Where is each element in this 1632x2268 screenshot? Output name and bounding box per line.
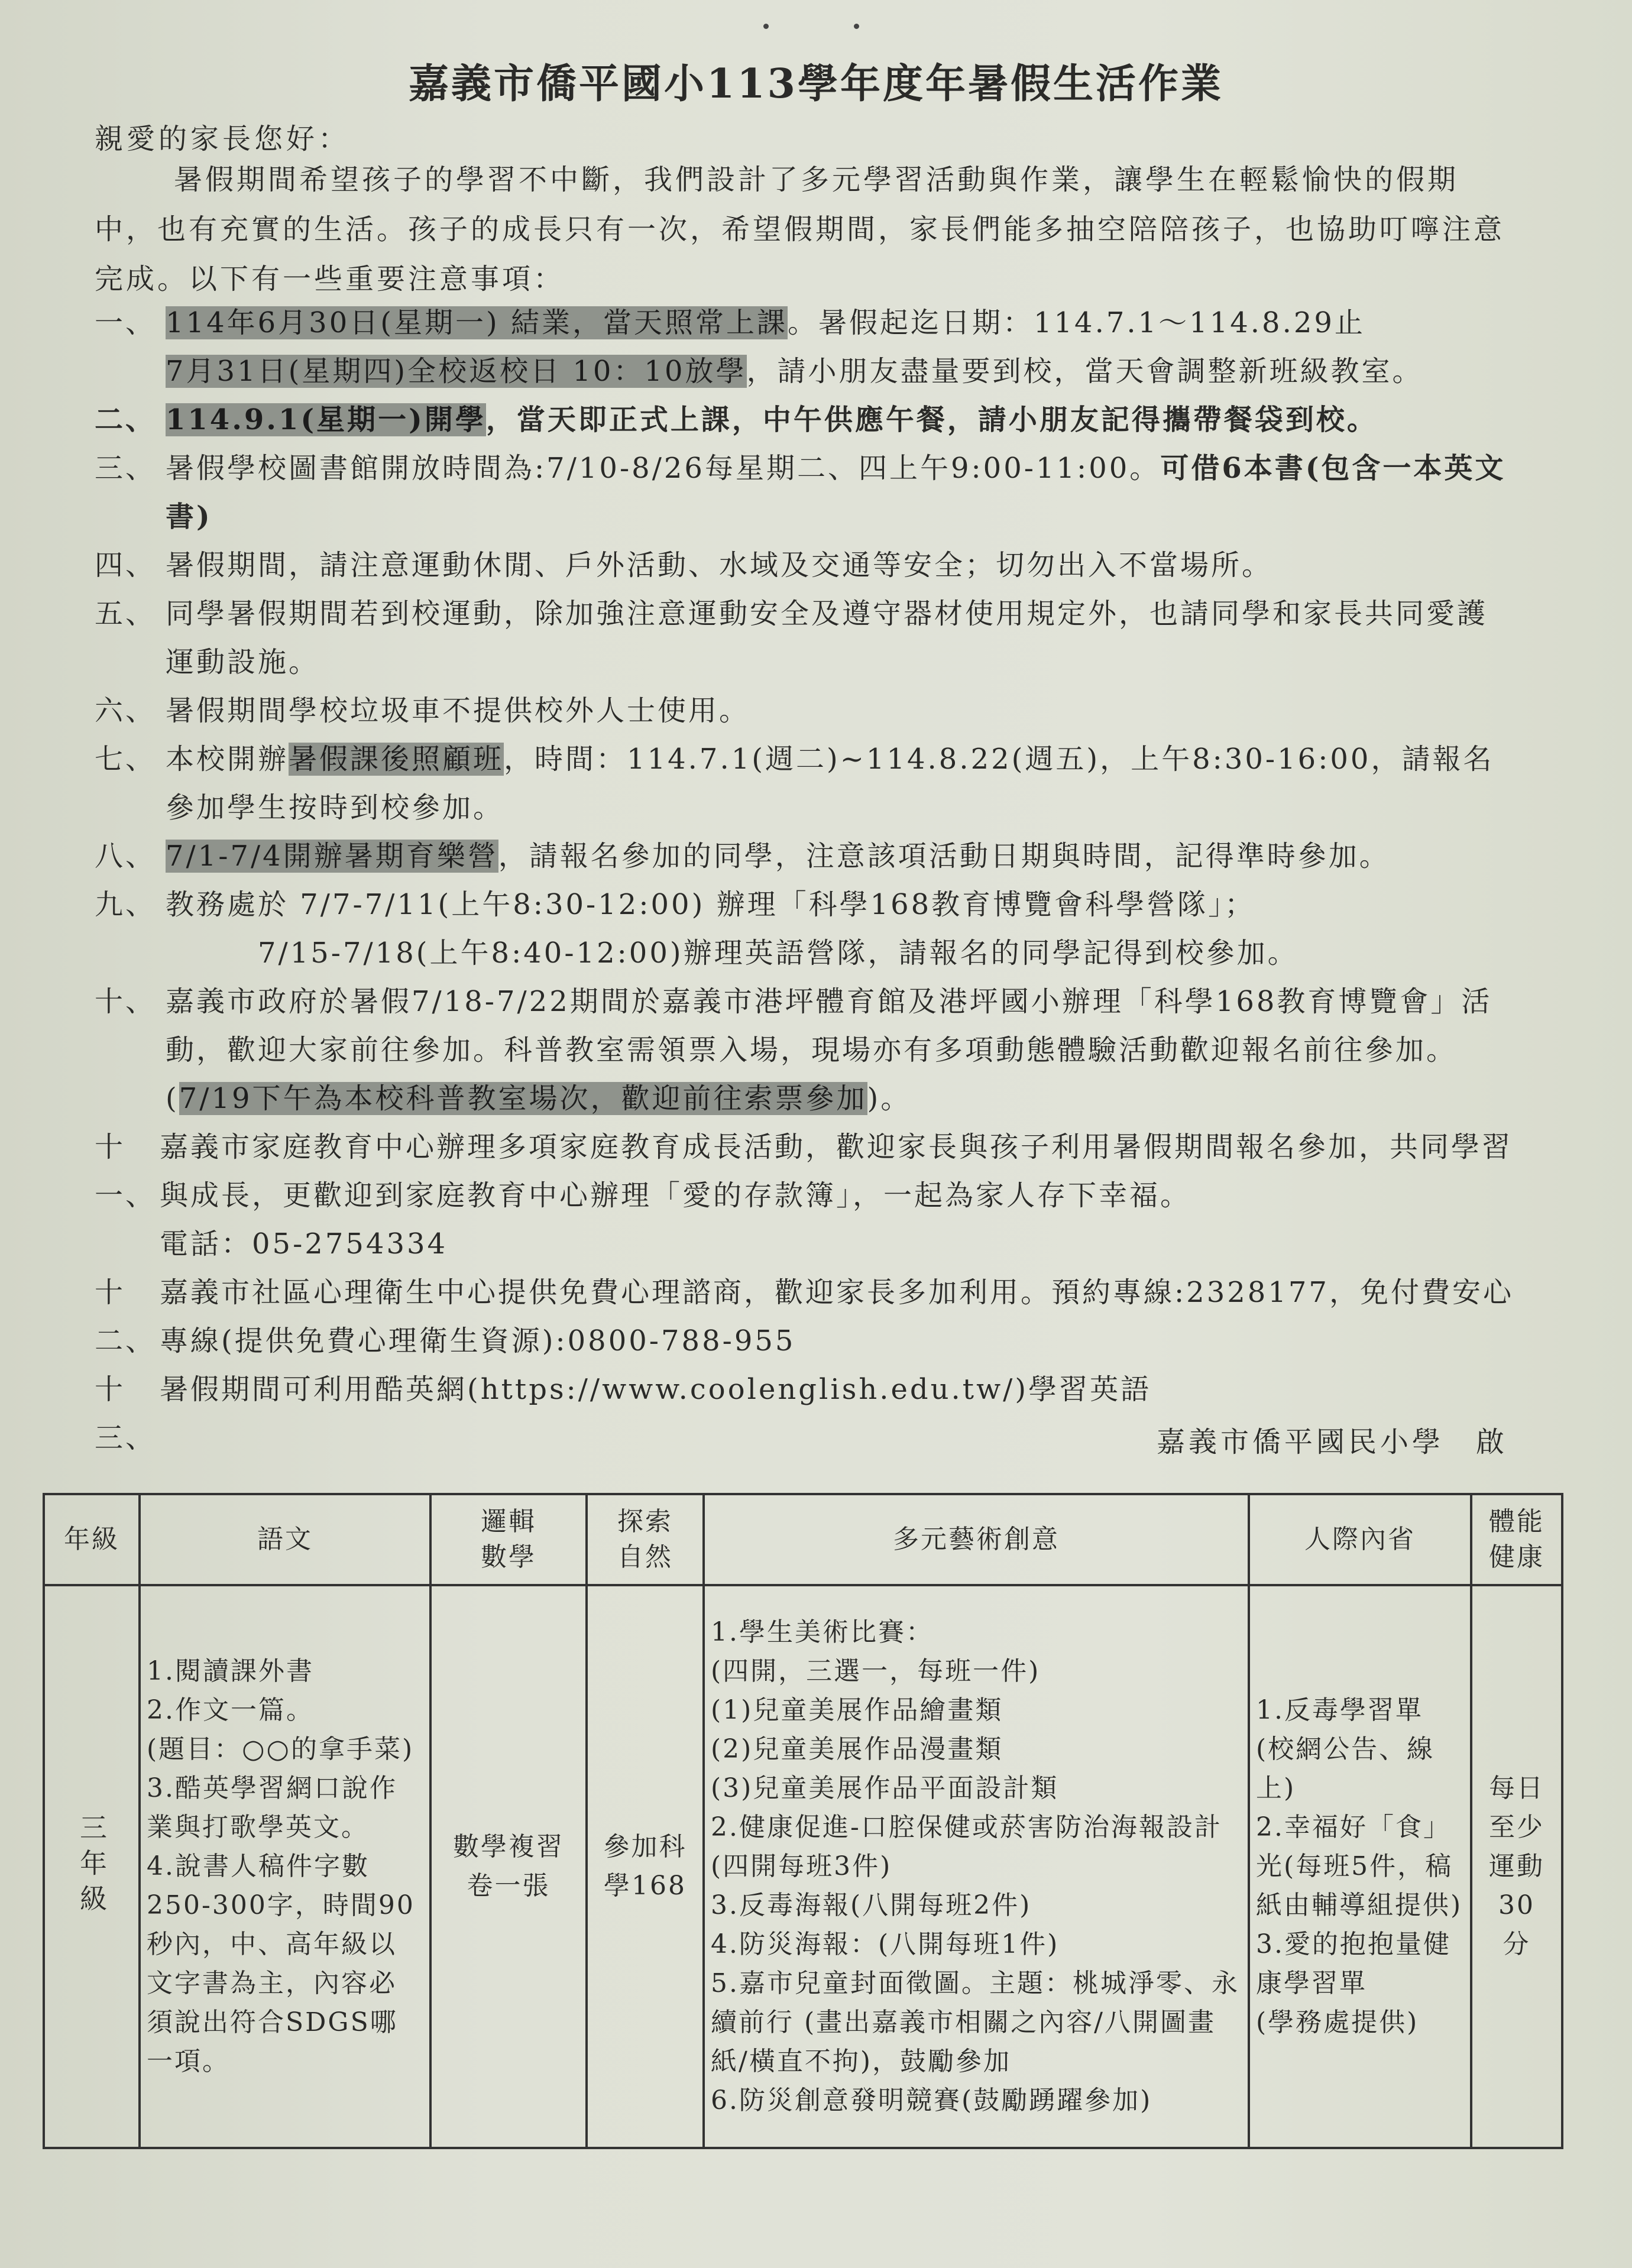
header-math: 邏輯 數學 xyxy=(430,1494,587,1585)
cell-chinese xyxy=(140,1585,430,2148)
notice-text: 嘉義市政府於暑假7/18-7/22期間於嘉義市港坪體育館及港坪國小辦理「科學168教育博覽會」活動，歡迎大家前往參加。科普教室需領票入場，現場亦有多項動態體驗活動歡迎報名前往參加。( xyxy=(166,985,1492,1115)
highlighted-text: 7/19下午為本校科普教室場次，歡迎前往索票參加 xyxy=(179,1082,867,1115)
cell-interpersonal xyxy=(1249,1585,1471,2148)
notice-number: 一、 xyxy=(95,306,157,339)
table-header-row xyxy=(44,1494,1562,1585)
cell-math xyxy=(430,1585,587,2148)
notice-item xyxy=(95,1123,1514,1268)
notice-number: 五、 xyxy=(95,597,157,630)
notice-number: 十三、 xyxy=(95,1373,157,1454)
interpersonal-task: 3.愛的抱抱量健康學習單 xyxy=(1256,1929,1451,1998)
interpersonal-task: 1.反毒學習單 xyxy=(1256,1695,1423,1725)
notice-text: 嘉義市社區心理衛生中心提供免費心理諮商，歡迎家長多加利用。預約專線:2328177，免付費安心專線(提供免費心理衛生資源):0800-788-955 xyxy=(160,1276,1514,1357)
notice-item xyxy=(95,686,1514,735)
arts-task: 1.學生美術比賽： xyxy=(711,1617,934,1647)
notice-number: 七、 xyxy=(95,743,157,776)
intro-text xyxy=(95,155,1514,304)
interpersonal-task: (校網公告、線上) xyxy=(1256,1734,1435,1803)
notice-number: 二、 xyxy=(95,403,157,436)
notice-text: 暑假學校圖書館開放時間為:7/10-8/26每星期二、四上午9:00-11:00。 xyxy=(166,452,1161,485)
notice-text: 暑假期間可利用酷英網(https://www.coolenglish.edu.tw/)學習英語 xyxy=(160,1373,1152,1406)
arts-task: (2)兒童美展作品漫畫類 xyxy=(711,1734,1003,1764)
chinese-task: 1.閱讀課外書 xyxy=(147,1656,314,1686)
cell-arts xyxy=(704,1585,1249,2148)
science-assignment: 參加科學168 xyxy=(603,1832,687,1901)
highlighted-text: 7/1-7/4開辦暑期育樂營 xyxy=(166,840,498,873)
interpersonal-task: 2.幸福好「食」光(每班5件，稿紙由輔導組提供) xyxy=(1256,1812,1463,1920)
notice-text: )。 xyxy=(867,1082,912,1115)
notice-item xyxy=(95,735,1514,832)
arts-task: (1)兒童美展作品繪畫類 xyxy=(711,1695,1003,1725)
notice-text: 電話：05-2754334 xyxy=(160,1227,448,1261)
header-interpersonal: 人際內省 xyxy=(1249,1494,1471,1585)
highlighted-text: 暑假課後照顧班 xyxy=(289,743,504,776)
notice-text: 同學暑假期間若到校運動，除加強注意運動安全及遵守器材使用規定外，也請同學和家長共同愛護運動設施。 xyxy=(166,597,1488,679)
cell-pe xyxy=(1471,1585,1562,2148)
notice-text: ，當天即正式上課，中午供應午餐，請小朋友記得攜帶餐袋到校。 xyxy=(485,403,1378,436)
notice-number: 八、 xyxy=(95,840,157,873)
notice-item xyxy=(95,299,1514,396)
notice-item xyxy=(95,444,1514,541)
header-arts: 多元藝術創意 xyxy=(704,1494,1249,1585)
notice-number: 六、 xyxy=(95,694,157,727)
interpersonal-task: (學務處提供) xyxy=(1256,2007,1419,2037)
header-chinese: 語文 xyxy=(140,1494,430,1585)
notice-text: 。暑假起迄日期：114.7.1～114.8.29止 xyxy=(787,306,1365,339)
chinese-task: 3.酷英學習網口說作業與打歌學英文。 xyxy=(147,1773,397,1842)
header-pe: 體能 健康 xyxy=(1471,1494,1562,1585)
notice-item xyxy=(95,541,1514,589)
chinese-task: (題目：○○的拿手菜) xyxy=(147,1734,415,1764)
notice-number: 十二、 xyxy=(95,1276,157,1357)
arts-task: (四開，三選一，每班一件) xyxy=(711,1656,1041,1686)
notice-item xyxy=(95,880,1514,977)
notice-number: 十、 xyxy=(95,985,157,1018)
arts-task: 3.反毒海報(八開每班2件) xyxy=(711,1890,1032,1920)
notice-text: ，請報名參加的同學，注意該項活動日期與時間，記得準時參加。 xyxy=(498,840,1390,873)
header-grade: 年級 xyxy=(44,1494,140,1585)
notice-text: ，請小朋友盡量要到校，當天會調整新班級教室。 xyxy=(746,355,1423,388)
header-science: 探索 自然 xyxy=(587,1494,704,1585)
arts-task: 2.健康促進-口腔保健或菸害防治海報設計(四開每班3件) xyxy=(711,1812,1222,1881)
notice-item xyxy=(95,832,1514,880)
punch-dots xyxy=(0,24,1632,35)
grade-label: 三年級 xyxy=(76,1813,108,1920)
intro-paragraph: 暑假期間希望孩子的學習不中斷，我們設計了多元學習活動與作業，讓學生在輕鬆愉快的假期中，也有充實的生活。孩子的成長只有一次，希望假期間，家長們能多抽空陪陪孩子，也協助叮嚀注意完成。以下有一些重要注意事項： xyxy=(95,163,1505,296)
notice-text: 可借6本書(包含一本英文書) xyxy=(166,452,1506,533)
notice-number: 九、 xyxy=(95,888,157,921)
arts-task: 5.嘉市兒童封面徵圖。主題：桃城淨零、永續前行 (畫出嘉義市相關之內容/八開圖畫紙/橫直不拘)，鼓勵參加 xyxy=(711,1968,1239,2076)
notice-text: 本校開辦 xyxy=(166,743,289,776)
homework-table xyxy=(43,1493,1563,2149)
punch-dot xyxy=(763,24,769,29)
notice-number: 四、 xyxy=(95,549,157,582)
notice-text: 7/15-7/18(上午8:40-12:00)辦理英語營隊，請報名的同學記得到校參加。 xyxy=(166,937,1299,970)
pe-assignment: 每日至少運動30分 xyxy=(1489,1773,1544,1959)
notice-number: 三、 xyxy=(95,452,157,485)
highlighted-text: 114.9.1(星期一)開學 xyxy=(166,403,486,436)
notice-text: 暑假期間學校垃圾車不提供校外人士使用。 xyxy=(166,694,750,727)
notice-item xyxy=(95,1268,1514,1365)
notice-text: 嘉義市家庭教育中心辦理多項家庭教育成長活動，歡迎家長與孩子利用暑假期間報名參加，共同學習與成長，更歡迎到家庭教育中心辦理「愛的存款簿」，一起為家人存下幸福。 xyxy=(160,1130,1513,1212)
greeting: 親愛的家長您好： xyxy=(95,122,351,155)
notice-number: 十一、 xyxy=(95,1130,157,1212)
cell-grade xyxy=(44,1585,140,2148)
notice-item xyxy=(95,977,1514,1123)
cell-science xyxy=(587,1585,704,2148)
arts-task: 6.防災創意發明競賽(鼓勵踴躍參加) xyxy=(711,2085,1152,2115)
document-title: 嘉義市僑平國小113學年度年暑假生活作業 xyxy=(409,60,1223,108)
notice-text: 暑假期間，請注意運動休閒、戶外活動、水域及交通等安全；切勿出入不當場所。 xyxy=(166,549,1273,582)
arts-task: (3)兒童美展作品平面設計類 xyxy=(711,1773,1059,1803)
chinese-task: 4.說書人稿件字數250-300字，時間90秒內，中、高年級以文字書為主，內容必須說出符合SDGS哪一項。 xyxy=(147,1851,415,2076)
signature: 嘉義市僑平國民小學 啟 xyxy=(1156,1425,1508,1459)
notice-text: 教務處於 7/7-7/11(上午8:30-12:00) 辦理「科學168教育博覽會科學營隊」； xyxy=(166,888,1256,921)
table-row xyxy=(44,1585,1562,2148)
arts-task: 4.防災海報：(八開每班1件) xyxy=(711,1929,1060,1959)
notice-item xyxy=(95,396,1514,444)
highlighted-text: 114年6月30日(星期一) 結業，當天照常上課 xyxy=(166,306,788,339)
punch-dot xyxy=(854,24,859,29)
notice-item xyxy=(95,589,1514,686)
chinese-task: 2.作文一篇。 xyxy=(147,1695,314,1725)
highlighted-text: 7月31日(星期四)全校返校日 10：10放學 xyxy=(166,355,747,388)
notice-text: ，時間：114.7.1(週二)~114.8.22(週五)，上午8:30-16:00，請報名參加學生按時到校參加。 xyxy=(166,743,1494,824)
math-assignment: 數學複習卷一張 xyxy=(453,1832,564,1901)
